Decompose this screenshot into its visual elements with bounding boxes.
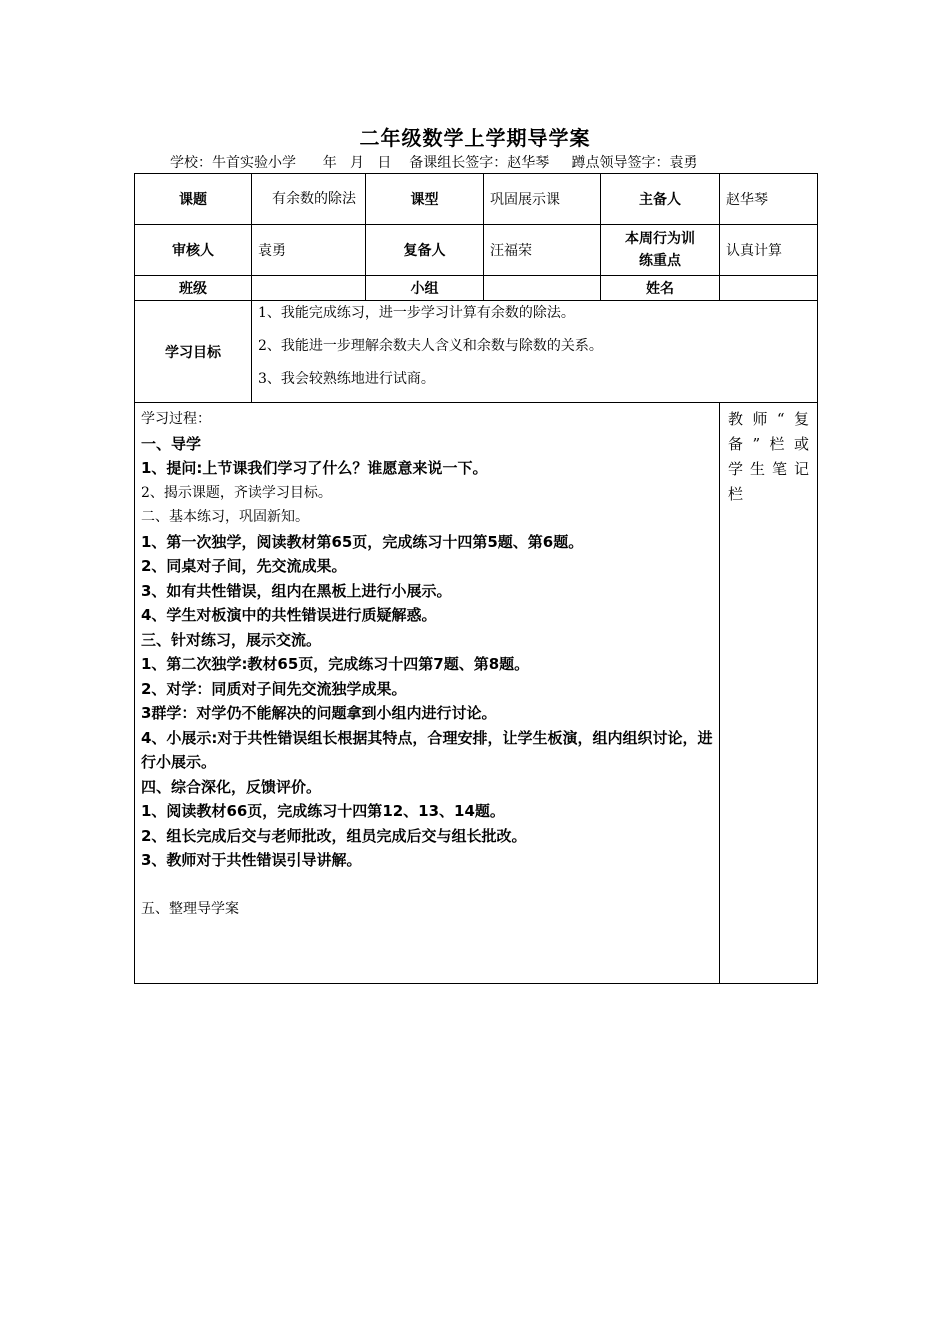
name-value (720, 276, 818, 301)
process-line: 1、第二次独学:教材65页，完成练习十四第7题、第8题。 (141, 655, 530, 673)
process-line: 五、整理导学案 (141, 901, 239, 917)
process-line: 4、学生对板演中的共性错误进行质疑解惑。 (141, 606, 437, 624)
group-label: 小组 (366, 276, 484, 301)
focus-value: 认真计算 (720, 225, 818, 276)
notes-line: 栏 (728, 485, 744, 503)
goal-item: 2、我能进一步理解余数夫人含义和余数与除数的关系。 (258, 338, 603, 354)
type-label: 课型 (366, 174, 484, 225)
lesson-plan-table (134, 173, 818, 984)
process-line: 二、基本练习，巩固新知。 (141, 509, 309, 525)
notes-line: 学生笔记 (728, 460, 809, 478)
process-line: 三、针对练习，展示交流。 (141, 630, 322, 649)
class-label: 班级 (135, 276, 252, 301)
lead-label: 主备人 (601, 174, 720, 225)
focus-label: 本周行为训练重点 (601, 225, 720, 276)
notes-column (720, 403, 818, 984)
process-line: 2、同桌对子间，先交流成果。 (141, 557, 347, 575)
process-line: 四、综合深化，反馈评价。 (141, 777, 322, 796)
process-line: 3、如有共性错误，组内在黑板上进行小展示。 (141, 581, 452, 600)
process-line: 3、教师对于共性错误引导讲解。 (141, 851, 362, 869)
reviewer-label: 审核人 (135, 225, 252, 276)
process-lines (141, 407, 713, 922)
coprep-value: 汪福荣 (484, 225, 601, 276)
class-value (252, 276, 366, 301)
process-line: 2、揭示课题，齐读学习目标。 (141, 484, 332, 501)
process-line: 学习过程： (141, 411, 211, 427)
goal-item: 1、我能完成练习，进一步学习计算有余数的除法。 (258, 305, 575, 321)
name-label: 姓名 (601, 276, 720, 301)
process-line: 一、导学 (141, 434, 202, 453)
topic-label: 课题 (135, 174, 252, 225)
notes-line: 教师“复 (728, 410, 809, 428)
goals-list (252, 301, 818, 403)
process-line: 3群学：对学仍不能解决的问题拿到小组内进行讨论。 (141, 704, 497, 722)
goals-label: 学习目标 (135, 301, 252, 403)
topic-value: 有余数的除法 (252, 174, 366, 225)
process-line: 1、提问:上节课我们学习了什么？谁愿意来说一下。 (141, 459, 488, 477)
notes-line: 备”栏或 (728, 435, 809, 453)
process-line: 2、组长完成后交与老师批改，组员完成后交与组长批改。 (141, 826, 527, 845)
coprep-label: 复备人 (366, 225, 484, 276)
goal-item: 3、我会较熟练地进行试商。 (258, 371, 435, 387)
process-line: 1、阅读教材66页，完成练习十四第12、13、14题。 (141, 802, 505, 820)
reviewer-value: 袁勇 (252, 225, 366, 276)
process-line (141, 873, 713, 898)
process-line: 2、对学：同质对子间先交流独学成果。 (141, 679, 407, 698)
group-value (484, 276, 601, 301)
type-value: 巩固展示课 (484, 174, 601, 225)
lead-value: 赵华琴 (720, 174, 818, 225)
process-line: 4、小展示:对于共性错误组长根据其特点，合理安排，让学生板演，组内组织讨论，进行小展示。 (141, 728, 713, 771)
process-line: 1、第一次独学，阅读教材第65页，完成练习十四第5题、第6题。 (141, 532, 584, 551)
learning-process (135, 403, 720, 984)
page-title: 二年级数学上学期导学案 (359, 126, 591, 150)
header-info-line: 学校：牛首实验小学 年 月 日 备课组长签字：赵华琴 蹲点领导签字：袁勇 (170, 155, 698, 171)
